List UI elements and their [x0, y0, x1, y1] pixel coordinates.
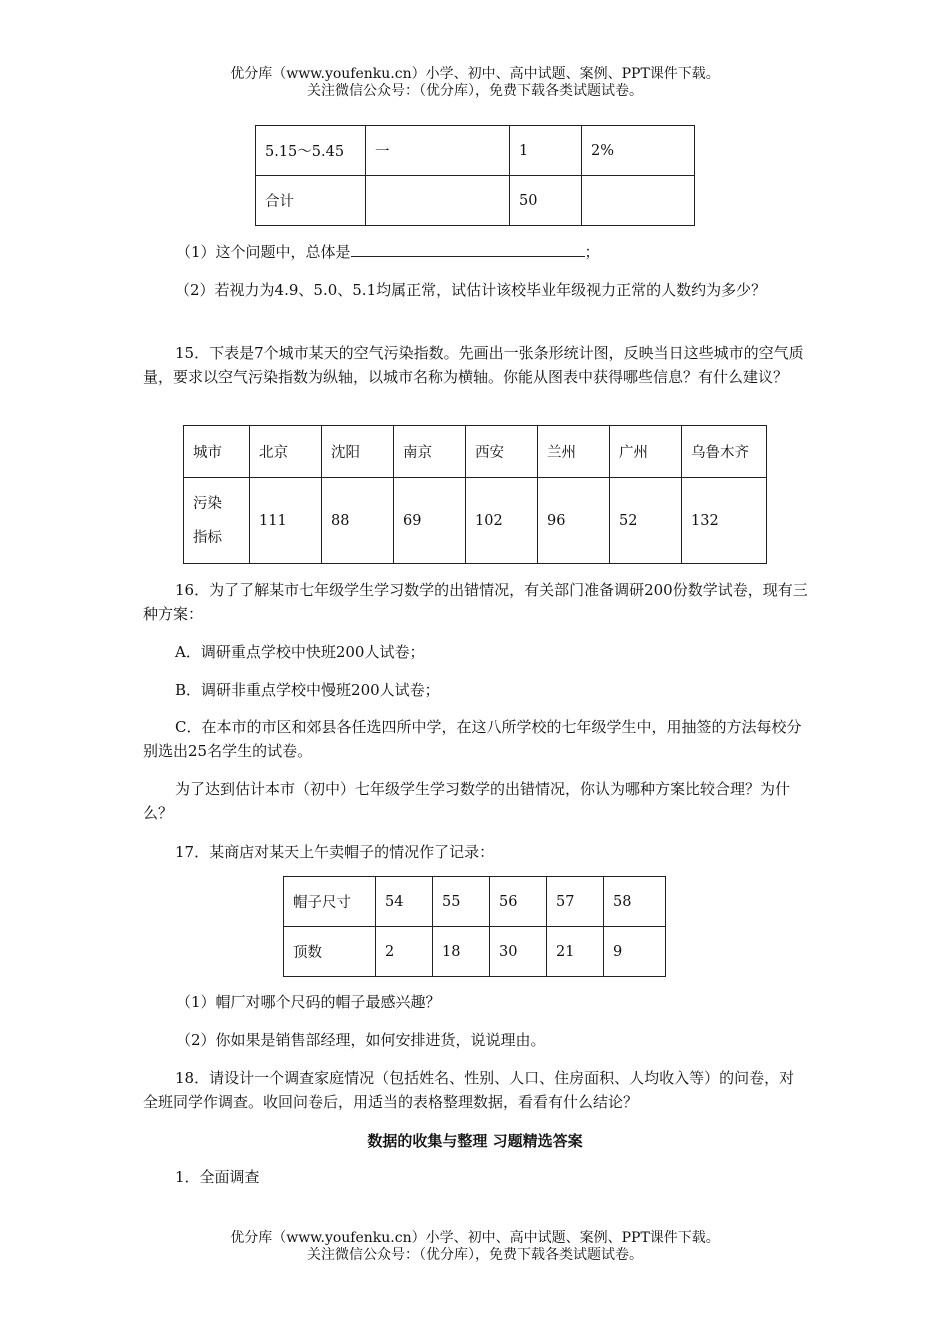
table-header-cell: 北京 [250, 426, 322, 478]
q14-part2: （2）若视力为4.9、5.0、5.1均属正常，试估计该校毕业年级视力正常的人数约为多少？ [175, 281, 767, 299]
table-header-cell: 沈阳 [322, 426, 394, 478]
vision-table [255, 125, 695, 226]
q18-text: 18．请设计一个调查家庭情况（包括姓名、性别、人口、住房面积、人均收入等）的问卷，对全班同学作调查。收回问卷后，用适当的表格整理数据，看看有什么结论？ [143, 1069, 795, 1111]
row-label-line-2: 指标 [193, 529, 222, 546]
table-header-cell: 广州 [610, 426, 682, 478]
q17-part1: （1）帽厂对哪个尺码的帽子最感兴趣？ [176, 993, 441, 1011]
q16-option-c: C．在本市的市区和郊县各任选四所中学，在这八所学校的七年级学生中，用抽签的方法每校分别选出25名学生的试卷。 [143, 718, 802, 760]
q16-text: 16．为了了解某市七年级学生学习数学的出错情况，有关部门准备调研200份数学试卷，现有三种方案： [143, 581, 808, 623]
table-cell: 102 [466, 478, 538, 564]
hat-table [283, 876, 666, 977]
q14-part1 [176, 240, 841, 264]
table-cell: 69 [394, 478, 466, 564]
q15-text: 15．下表是7个城市某天的空气污染指数。先画出一张条形统计图，反映当日这些城市的空气质量，要求以空气污染指数为纵轴，以城市名称为横轴。你能从图表中获得哪些信息？有什么建议？ [143, 344, 804, 386]
table-row [184, 426, 767, 478]
table-cell: 111 [250, 478, 322, 564]
q14-part1-text: （1）这个问题中，总体是 [176, 243, 351, 261]
table-cell: 56 [490, 877, 547, 927]
table-cell: 132 [682, 478, 767, 564]
table-cell: 5.15～5.45 [256, 126, 366, 176]
table-row [256, 126, 695, 176]
table-header-cell: 南京 [394, 426, 466, 478]
table-header-cell: 乌鲁木齐 [682, 426, 767, 478]
q17-part2: （2）你如果是销售部经理，如何安排进货，说说理由。 [176, 1031, 546, 1049]
table-cell: 58 [604, 877, 666, 927]
table-cell: 合计 [256, 176, 366, 226]
footer-line-2: 关注微信公众号：（优分库），免费下载各类试题试卷。 [307, 1247, 643, 1263]
table-header-cell: 城市 [184, 426, 250, 478]
table-header-cell: 西安 [466, 426, 538, 478]
page-header [0, 66, 950, 100]
table-cell: 52 [610, 478, 682, 564]
table-header-cell: 帽子尺寸 [284, 877, 376, 927]
answer-1: 1．全面调查 [175, 1168, 260, 1186]
answers-title: 数据的收集与整理 习题精选答案 [367, 1132, 583, 1150]
table-cell: 55 [433, 877, 490, 927]
table-cell: 50 [510, 176, 582, 226]
table-cell: 18 [433, 927, 490, 977]
table-cell: 96 [538, 478, 610, 564]
table-row [256, 176, 695, 226]
table-row [184, 478, 767, 564]
table-cell: 88 [322, 478, 394, 564]
q14-part1-end: ； [584, 243, 600, 261]
answer-blank [351, 242, 585, 257]
row-label-line-1: 污染 [193, 495, 222, 512]
footer-line-1: 优分库（www.youfenku.cn）小学、初中、高中试题、案例、PPT课件下载。 [230, 1230, 720, 1246]
table-cell [366, 176, 510, 226]
table-cell: 2% [582, 126, 695, 176]
table-cell: 21 [547, 927, 604, 977]
table-cell: 9 [604, 927, 666, 977]
table-row [284, 877, 666, 927]
table-header-cell: 顶数 [284, 927, 376, 977]
q16-option-a: A．调研重点学校中快班200人试卷； [175, 643, 425, 661]
table-cell [582, 176, 695, 226]
header-line-2: 关注微信公众号：（优分库），免费下载各类试题试卷。 [307, 83, 643, 99]
q16-option-b: B．调研非重点学校中慢班200人试卷； [175, 681, 440, 699]
table-row [284, 927, 666, 977]
header-line-1: 优分库（www.youfenku.cn）小学、初中、高中试题、案例、PPT课件下载。 [230, 66, 720, 82]
pollution-table [183, 425, 767, 564]
q16-question: 为了达到估计本市（初中）七年级学生学习数学的出错情况，你认为哪种方案比较合理？为什么？ [143, 780, 791, 822]
table-cell: 一 [366, 126, 510, 176]
page-footer [0, 1230, 950, 1264]
table-cell: 30 [490, 927, 547, 977]
table-cell: 2 [376, 927, 433, 977]
row-label-cell [184, 478, 250, 564]
table-cell: 54 [376, 877, 433, 927]
table-header-cell: 兰州 [538, 426, 610, 478]
table-cell: 57 [547, 877, 604, 927]
q17-text: 17．某商店对某天上午卖帽子的情况作了记录： [175, 843, 495, 861]
table-cell: 1 [510, 126, 582, 176]
